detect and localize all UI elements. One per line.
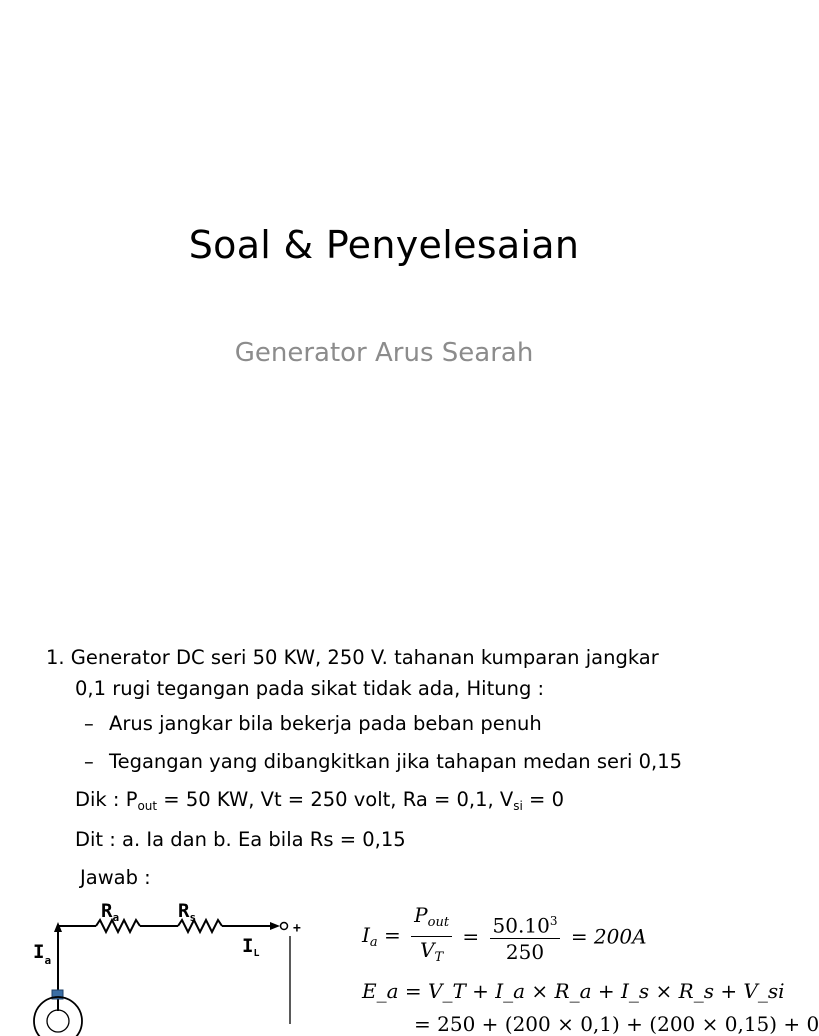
positive-terminal	[281, 923, 288, 930]
subscript: T	[434, 950, 444, 965]
problem-slide	[0, 576, 819, 1036]
eq-result: = 200A	[570, 924, 647, 949]
known-mid: = 50 KW, Vt = 250 volt, Ra = 0,1, V	[157, 788, 514, 811]
label-plus: +	[293, 921, 301, 936]
known-prefix: Dik : P	[75, 788, 138, 811]
slide-title: Soal & Penyelesaian	[188, 223, 580, 267]
eq-number: 250	[505, 940, 545, 965]
eq-ea-text: E_a = V_T + I_a × R_a + I_s × R_s + V_si	[362, 979, 785, 1003]
known-end: = 0	[522, 788, 565, 811]
eq-symbol: V	[420, 938, 435, 962]
asked-values: Dit : a. Ia dan b. Ea bila Rs = 0,15	[75, 828, 406, 851]
fraction-pout-vt	[411, 902, 452, 971]
equation-ia	[362, 902, 647, 971]
subscript: out	[427, 915, 450, 930]
bullet-item	[84, 711, 542, 737]
slide-subtitle: Generator Arus Searah	[234, 338, 534, 368]
subscript: out	[137, 799, 158, 813]
label-il: $I_L$	[242, 935, 260, 959]
bullet-text: Arus jangkar bila bekerja pada beban penuh	[109, 712, 542, 735]
superscript: 3	[549, 913, 558, 928]
il-arrow	[270, 922, 280, 930]
problem-statement: 1. Generator DC seri 50 KW, 250 V. tahanan kumparan jangkar	[46, 646, 659, 669]
eq-sign: =	[462, 924, 480, 949]
label-ia: $I_a$	[33, 941, 52, 967]
fraction-numeric	[490, 908, 561, 966]
circuit-diagram	[0, 894, 330, 1024]
eq-number: 50.10	[492, 913, 550, 938]
bullet-text: Tegangan yang dibangkitkan jika tahapan medan seri 0,15	[109, 750, 683, 773]
known-values	[75, 787, 564, 819]
bullet-dash: –	[84, 750, 94, 773]
label-rs: $R_s$	[178, 900, 197, 924]
equation-ea-substituted: = 250 + (200 × 0,1) + (200 × 0,15) + 0	[414, 1012, 819, 1036]
subscript: a	[369, 935, 378, 950]
bullet-dash: –	[84, 712, 94, 735]
equation-ea	[362, 979, 785, 1003]
generator-inner	[47, 1010, 69, 1032]
problem-statement-cont: 0,1 rugi tegangan pada sikat tidak ada, Hitung :	[75, 677, 545, 700]
bullet-item	[84, 749, 682, 775]
eq-symbol: P	[414, 903, 428, 927]
answer-label: Jawab :	[80, 866, 151, 889]
eq-symbol: I	[362, 923, 370, 947]
label-ra: $R_a$	[101, 900, 120, 924]
subscript: si	[513, 799, 523, 813]
eq-sign: =	[384, 923, 401, 947]
